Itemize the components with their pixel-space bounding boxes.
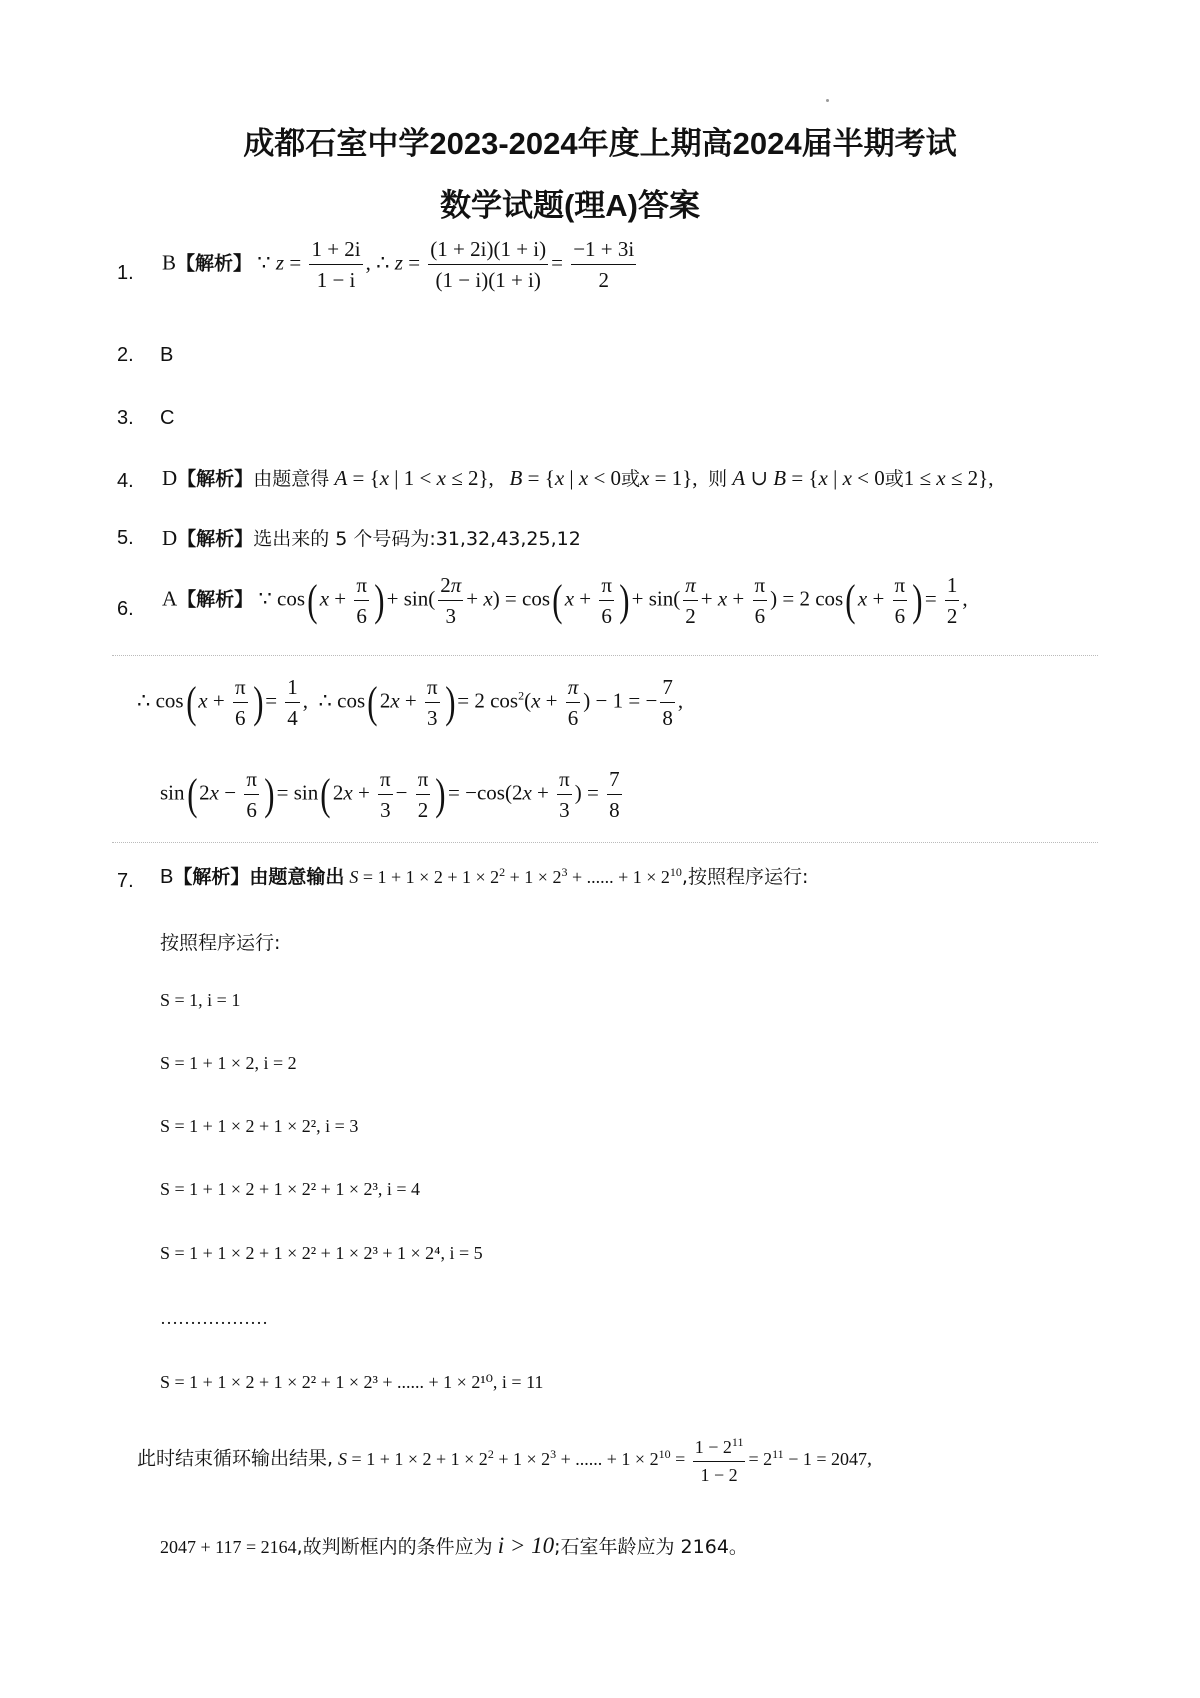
q6-solution-line2: ∴ cos( x + $\frac{\pi}{6}$ ) = $\frac{1}{4}$ , ∴ cos( 2x + $\frac{\pi}{3}$ ) = 2 $\cos^2(x$ + $\frac{\pi}{6}$ ) − 1 = − $\frac{7}{8}$ , [137, 675, 684, 731]
divider-bottom [112, 842, 1098, 843]
q2-answer: B [160, 344, 174, 366]
scan-speck [826, 99, 829, 102]
q4-answer: D [162, 466, 178, 490]
q5-answer: D [162, 526, 178, 550]
q3-number: 3. [117, 407, 134, 429]
q1-answer: B [162, 250, 177, 275]
q5-solution [162, 524, 581, 551]
q7-conclusion: 此时结束循环输出结果, $S = 1 + 1 \times 2 + 1 \times 2^2 + 1 \times 2^3$ + ...... + $1 \times 2^{10}$ = $\frac{1 - 2^{11}}{1 - 2}$ = $2^{11} - 1 = 2047$, [137, 1435, 872, 1485]
q6-answer: A [162, 586, 178, 611]
q4-number: 4. [117, 470, 134, 492]
q5-tag: 【解析】 [177, 528, 254, 550]
q7-step-3: S = 1 + 1 × 2 + 1 × 2², i = 3 [160, 1116, 359, 1136]
q7-ellipsis: ……………… [160, 1308, 268, 1328]
q7-step-2: S = 1 + 1 × 2, i = 2 [160, 1053, 297, 1073]
divider-top [112, 655, 1098, 656]
q7-solution-line1: B【解析】由题意输出 $S = 1 + 1 \times 2 + 1 \times 2^2 + 1 \times 2^3$ + ...... + $1 \times 2^{10}$,按照程序运行: [160, 865, 809, 888]
q5-text: 选出来的 5 个号码为:31,32,43,25,12 [253, 528, 581, 550]
q7-last-step: S = 1 + 1 × 2 + 1 × 2² + 1 × 2³ + ...... + 1 × 2¹⁰, i = 11 [160, 1372, 544, 1392]
q1-solution: B【解析】 ∵ z = $\frac{1 + 2i}{1 - i}$ , ∴ z = $\frac{(1 + 2i)(1 + i)}{(1 - i)(1 + i)}$ = $\frac{-1 + 3i}{2}$ [162, 237, 635, 293]
q7-tag: 【解析】 [173, 866, 250, 888]
q7-step-1: S = 1, i = 1 [160, 990, 241, 1010]
q4-tag: 【解析】 [177, 468, 254, 490]
q7-number: 7. [117, 870, 134, 892]
q7-step-5: S = 1 + 1 × 2 + 1 × 2² + 1 × 2³ + 1 × 2⁴, i = 5 [160, 1243, 483, 1263]
page-subtitle: 数学试题(理A)答案 [439, 188, 701, 223]
q4-solution: D【解析】由题意得 A = {x | 1 < x ≤ 2}, B = {x | x < 0或x = 1}, 则 A ∪ B = {x | x < 0或1 ≤ x ≤ 2}, [162, 466, 994, 490]
q7-final: 2047 + 117 = 2164,故判断框内的条件应为 i > 10;石室年龄应为 2164。 [160, 1533, 748, 1558]
q7-step-4: S = 1 + 1 × 2 + 1 × 2² + 1 × 2³, i = 4 [160, 1179, 421, 1199]
q3-answer: C [160, 407, 175, 429]
q6-solution-line3: sin( 2x − $\frac{\pi}{6}$ ) = sin( 2x + $\frac{\pi}{3}$ − $\frac{\pi}{2}$ ) = −cos(2x + $\frac{\pi}{3}$ ) = $\frac{7}{8}$ [160, 767, 620, 823]
q1-number: 1. [117, 262, 134, 284]
page-title: 成都石室中学2023-2024年度上期高2024届半期考试 [243, 126, 957, 161]
q6-solution-line1: A【解析】 ∵ cos( x + $\frac{\pi}{6}$ ) + sin( $\frac{2\pi}{3}$ + x) = cos( x + $\frac{\pi}{6}$ ) + sin( $\frac{\pi}{2}$ + x + $\frac{\pi}{6}$ ) = 2 cos( x + $\frac{\pi}{6}$ ) = $\frac{1}{2}$ , [162, 573, 968, 629]
q6-tag: 【解析】 [177, 588, 254, 611]
q6-number: 6. [117, 598, 134, 620]
q1-tag: 【解析】 [176, 252, 253, 275]
q2-number: 2. [117, 344, 134, 366]
q5-number: 5. [117, 527, 134, 549]
q7-run-label: 按照程序运行: [160, 932, 281, 954]
q7-answer: B [160, 866, 174, 888]
